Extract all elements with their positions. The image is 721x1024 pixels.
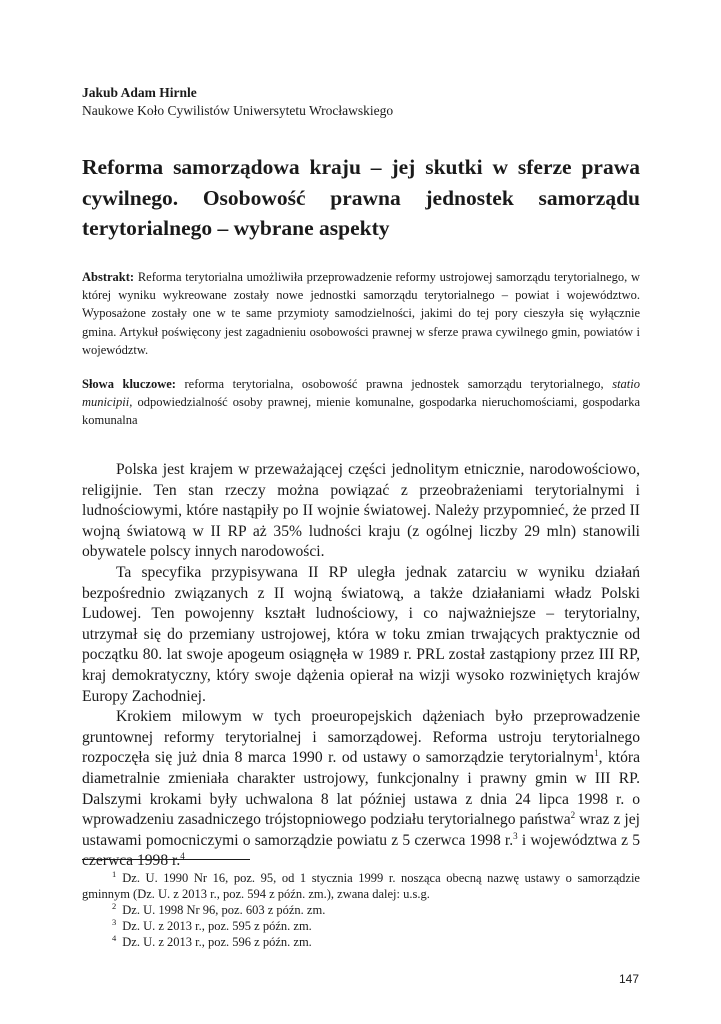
keywords-italic: statio municipii xyxy=(82,377,641,410)
footnote-ref-2[interactable]: 2 xyxy=(570,809,576,820)
keywords-text-b: , odpowiedzialność osoby prawnej, mienie komunalne, gospodarka nieruchomościami, gospodarka komunalna xyxy=(82,395,640,428)
footnote-number: 2 xyxy=(112,900,117,911)
abstract-text: Reforma terytorialna umożliwiła przeprowadzenie reformy ustrojowej samorządu terytorialnego, w której wyniku wykreowane zostały nowe jednostki samorządu terytorialnego – powiat i województwo. Wyposażone zostały one w te same przymioty samodzielności, jakimi do tej pory cieszyła się wyłącznie gmina. Artykuł poświęcony jest zagadnieniu osobowości prawnej w sferze prawa cywilnego gmin, powiatów i województw. xyxy=(82,270,641,357)
abstract-label: Abstrakt: xyxy=(82,270,135,284)
footnote-ref-1[interactable]: 1 xyxy=(594,748,599,759)
paragraph-1: Polska jest krajem w przeważającej części jednolitym etnicznie, narodowościowo, religijnie. Ten stan rzeczy można powiązać z przeobrażeniami terytorialnymi i ludnościowymi, które nastąpiły po II wojnie światowej. Należy przypomnieć, że przed II wojną światową w II RP aż 35% ludności kraju (z ogólnej liczby 29 mln) stanowili obywatele polscy innych narodowości. xyxy=(82,461,640,561)
footnote-3 xyxy=(82,918,640,934)
footnote-text: Dz. U. 1990 Nr 16, poz. 95, od 1 stycznia 1999 r. nosząca obecną nazwę ustawy o samorządzie gminnym (Dz. U. z 2013 r., poz. 594 z późn. zm.), zwana dalej: u.s.g. xyxy=(82,871,640,901)
paragraph-3-part-d: i województwa z 5 czerwca 1998 r. xyxy=(82,831,640,870)
footnote-text: Dz. U. z 2013 r., poz. 596 z późn. zm. xyxy=(122,935,312,949)
paragraph-3-part-b: , która diametralnie zmieniała charakter ustrojowy, funkcjonalny i prawny gmin w III RP. Dalszymi krokami były uchwalona 8 lat później ustawa z dnia 24 lipca 1998 r. o wprowadzeniu zasadniczego trójstopniowego podziału terytorialnego państwa xyxy=(82,749,640,829)
footnote-number: 4 xyxy=(112,932,117,943)
paragraph-2: Ta specyfika przypisywana II RP uległa jednak zatarciu w wyniku działań bezpośrednio związanych z II wojną światową, a także działaniami władz Polski Ludowej. Ten powojenny kształt ludnościowy, i co najważniejsze – terytorialny, utrzymał się do przemiany ustrojowej, która w toku zmian trwających praktycznie od początku 80. lat swoje apogeum osiągnęła w 1989 r. PRL został zastąpiony przez III RP, kraj demokratyczny, który swoje dążenia opierał na wizji wysoko rozwiniętych krajów Europy Zachodniej. xyxy=(82,563,640,705)
footnote-ref-4[interactable]: 4 xyxy=(180,851,185,862)
body-text xyxy=(82,460,640,872)
article-title: Reforma samorządowa kraju – jej skutki w sferze prawa cywilnego. Osobowość prawna jednostek samorządu terytorialnego – wybrane aspekty xyxy=(82,155,640,240)
keywords-text-a: reforma terytorialna, osobowość prawna jednostek samorządu terytorialnego, xyxy=(184,377,604,391)
paragraph-3-part-c: wraz z jej ustawami pomocniczymi o samorządzie powiatu z 5 czerwca 1998 r. xyxy=(82,811,641,849)
author-affiliation: Naukowe Koło Cywilistów Uniwersytetu Wrocławskiego xyxy=(82,103,394,118)
footnote-2 xyxy=(82,902,640,918)
paragraph-3 xyxy=(82,707,640,872)
footnote-4 xyxy=(82,934,640,950)
footnote-text: Dz. U. z 2013 r., poz. 595 z późn. zm. xyxy=(122,919,312,933)
abstract xyxy=(82,268,640,359)
footnote-number: 1 xyxy=(112,868,117,879)
footnote-number: 3 xyxy=(112,916,117,927)
paragraph-3-part-a: Krokiem milowym w tych proeuropejskich dążeniach było przeprowadzenie gruntownej reformy terytorialnej i samorządowej. Reforma ustroju terytorialnego rozpoczęła się już dnia 8 marca 1990 r. od ustawy o samorządzie terytorialnym xyxy=(82,708,640,767)
author-name: Jakub Adam Hirnle xyxy=(82,85,197,100)
page-number: 147 xyxy=(618,972,639,986)
footnote-separator xyxy=(82,859,250,860)
keywords-label: Słowa kluczowe: xyxy=(82,377,176,391)
footnote-ref-3[interactable]: 3 xyxy=(513,830,518,841)
footnote-text: Dz. U. 1998 Nr 96, poz. 603 z późn. zm. xyxy=(122,903,326,917)
keywords xyxy=(82,375,640,430)
footnote-1 xyxy=(82,870,640,902)
footnotes xyxy=(82,870,640,950)
